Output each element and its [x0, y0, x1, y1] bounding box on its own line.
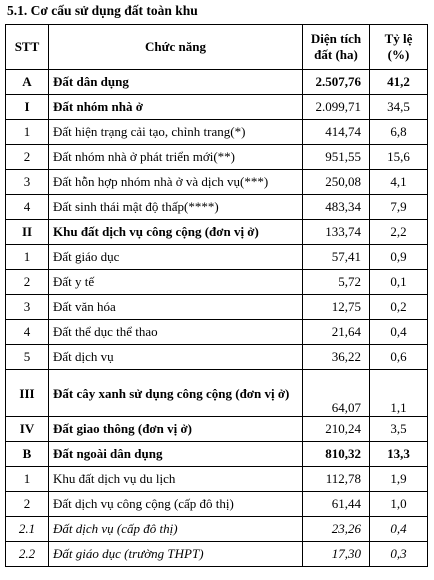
row-stt: 5 [6, 345, 49, 370]
row-ratio: 1,9 [370, 467, 428, 492]
row-ratio: 0,1 [370, 270, 428, 295]
row-stt: B [6, 442, 49, 467]
row-ratio: 0,4 [370, 517, 428, 542]
table-row [6, 295, 428, 320]
row-area: 23,26 [303, 517, 370, 542]
row-area: 951,55 [303, 145, 370, 170]
row-area: 5,72 [303, 270, 370, 295]
row-area: 2.099,71 [303, 95, 370, 120]
row-stt: 2.2 [6, 542, 49, 567]
row-function: Khu đất dịch vụ du lịch [49, 467, 303, 492]
row-area: 414,74 [303, 120, 370, 145]
table-row [6, 492, 428, 517]
table-row [6, 145, 428, 170]
row-stt: 4 [6, 195, 49, 220]
row-area: 64,07 [303, 370, 370, 417]
row-stt: A [6, 70, 49, 95]
table-row [6, 517, 428, 542]
table-row [6, 195, 428, 220]
row-ratio: 0,2 [370, 295, 428, 320]
row-ratio: 3,5 [370, 417, 428, 442]
table-row [6, 467, 428, 492]
row-ratio: 0,6 [370, 345, 428, 370]
section-title: 5.1. Cơ cấu sử dụng đất toàn khu [7, 3, 198, 18]
table-row [6, 417, 428, 442]
row-ratio: 0,3 [370, 542, 428, 567]
row-function: Đất nhóm nhà ở [49, 95, 303, 120]
row-ratio: 34,5 [370, 95, 428, 120]
row-function: Đất giáo dục (trường THPT) [49, 542, 303, 567]
row-function: Đất dịch vụ [49, 345, 303, 370]
table-row [6, 170, 428, 195]
table-row [6, 220, 428, 245]
row-stt: IV [6, 417, 49, 442]
header-area-line2: đất (ha) [314, 47, 358, 62]
row-function: Đất ngoài dân dụng [49, 442, 303, 467]
header-function: Chức năng [49, 25, 303, 70]
row-area: 61,44 [303, 492, 370, 517]
row-stt: I [6, 95, 49, 120]
row-stt: 1 [6, 245, 49, 270]
row-area: 483,34 [303, 195, 370, 220]
row-ratio: 0,9 [370, 245, 428, 270]
row-area: 21,64 [303, 320, 370, 345]
row-stt: 2 [6, 270, 49, 295]
table-row [6, 270, 428, 295]
row-ratio: 4,1 [370, 170, 428, 195]
row-area: 133,74 [303, 220, 370, 245]
row-ratio: 0,4 [370, 320, 428, 345]
row-area: 12,75 [303, 295, 370, 320]
row-function: Đất văn hóa [49, 295, 303, 320]
row-area: 250,08 [303, 170, 370, 195]
row-ratio: 6,8 [370, 120, 428, 145]
header-area-line1: Diện tích [310, 31, 362, 46]
row-function: Đất sinh thái mật độ thấp(****) [49, 195, 303, 220]
row-stt: 3 [6, 170, 49, 195]
row-stt: 2 [6, 492, 49, 517]
row-stt: 2 [6, 145, 49, 170]
header-ratio-line1: Tỷ lệ [384, 31, 413, 46]
row-stt: 4 [6, 320, 49, 345]
table-row [6, 320, 428, 345]
row-ratio: 13,3 [370, 442, 428, 467]
row-function: Đất thể dục thể thao [49, 320, 303, 345]
row-function: Đất giao thông (đơn vị ở) [49, 417, 303, 442]
row-ratio: 41,2 [370, 70, 428, 95]
land-use-table [5, 24, 428, 567]
header-ratio [370, 25, 428, 70]
row-function: Đất y tế [49, 270, 303, 295]
row-area: 36,22 [303, 345, 370, 370]
row-ratio: 1,1 [370, 370, 428, 417]
row-stt: 1 [6, 467, 49, 492]
table-row [6, 95, 428, 120]
header-ratio-line2: (%) [387, 47, 410, 62]
row-area: 2.507,76 [303, 70, 370, 95]
table-row [6, 370, 428, 417]
table-row [6, 345, 428, 370]
row-area: 112,78 [303, 467, 370, 492]
header-area [303, 25, 370, 70]
row-function: Đất dân dụng [49, 70, 303, 95]
table-row [6, 70, 428, 95]
row-stt: 3 [6, 295, 49, 320]
row-area: 17,30 [303, 542, 370, 567]
row-stt: II [6, 220, 49, 245]
row-function: Khu đất dịch vụ công cộng (đơn vị ở) [49, 220, 303, 245]
row-function: Đất hỗn hợp nhóm nhà ở và dịch vụ(***) [49, 170, 303, 195]
row-ratio: 2,2 [370, 220, 428, 245]
row-function: Đất hiện trạng cải tạo, chỉnh trang(*) [49, 120, 303, 145]
row-function: Đất dịch vụ công cộng (cấp đô thị) [49, 492, 303, 517]
row-stt: 2.1 [6, 517, 49, 542]
row-ratio: 7,9 [370, 195, 428, 220]
row-function: Đất dịch vụ (cấp đô thị) [49, 517, 303, 542]
row-ratio: 1,0 [370, 492, 428, 517]
table-row [6, 542, 428, 567]
row-area: 57,41 [303, 245, 370, 270]
row-function: Đất cây xanh sử dụng công cộng (đơn vị ở) [49, 370, 303, 417]
table-row [6, 442, 428, 467]
row-function: Đất nhóm nhà ở phát triển mới(**) [49, 145, 303, 170]
table-header-row [6, 25, 428, 70]
row-area: 210,24 [303, 417, 370, 442]
table-row [6, 120, 428, 145]
row-function: Đất giáo dục [49, 245, 303, 270]
row-area: 810,32 [303, 442, 370, 467]
header-stt: STT [6, 25, 49, 70]
row-stt: 1 [6, 120, 49, 145]
table-row [6, 245, 428, 270]
row-ratio: 15,6 [370, 145, 428, 170]
row-stt: III [6, 370, 49, 417]
